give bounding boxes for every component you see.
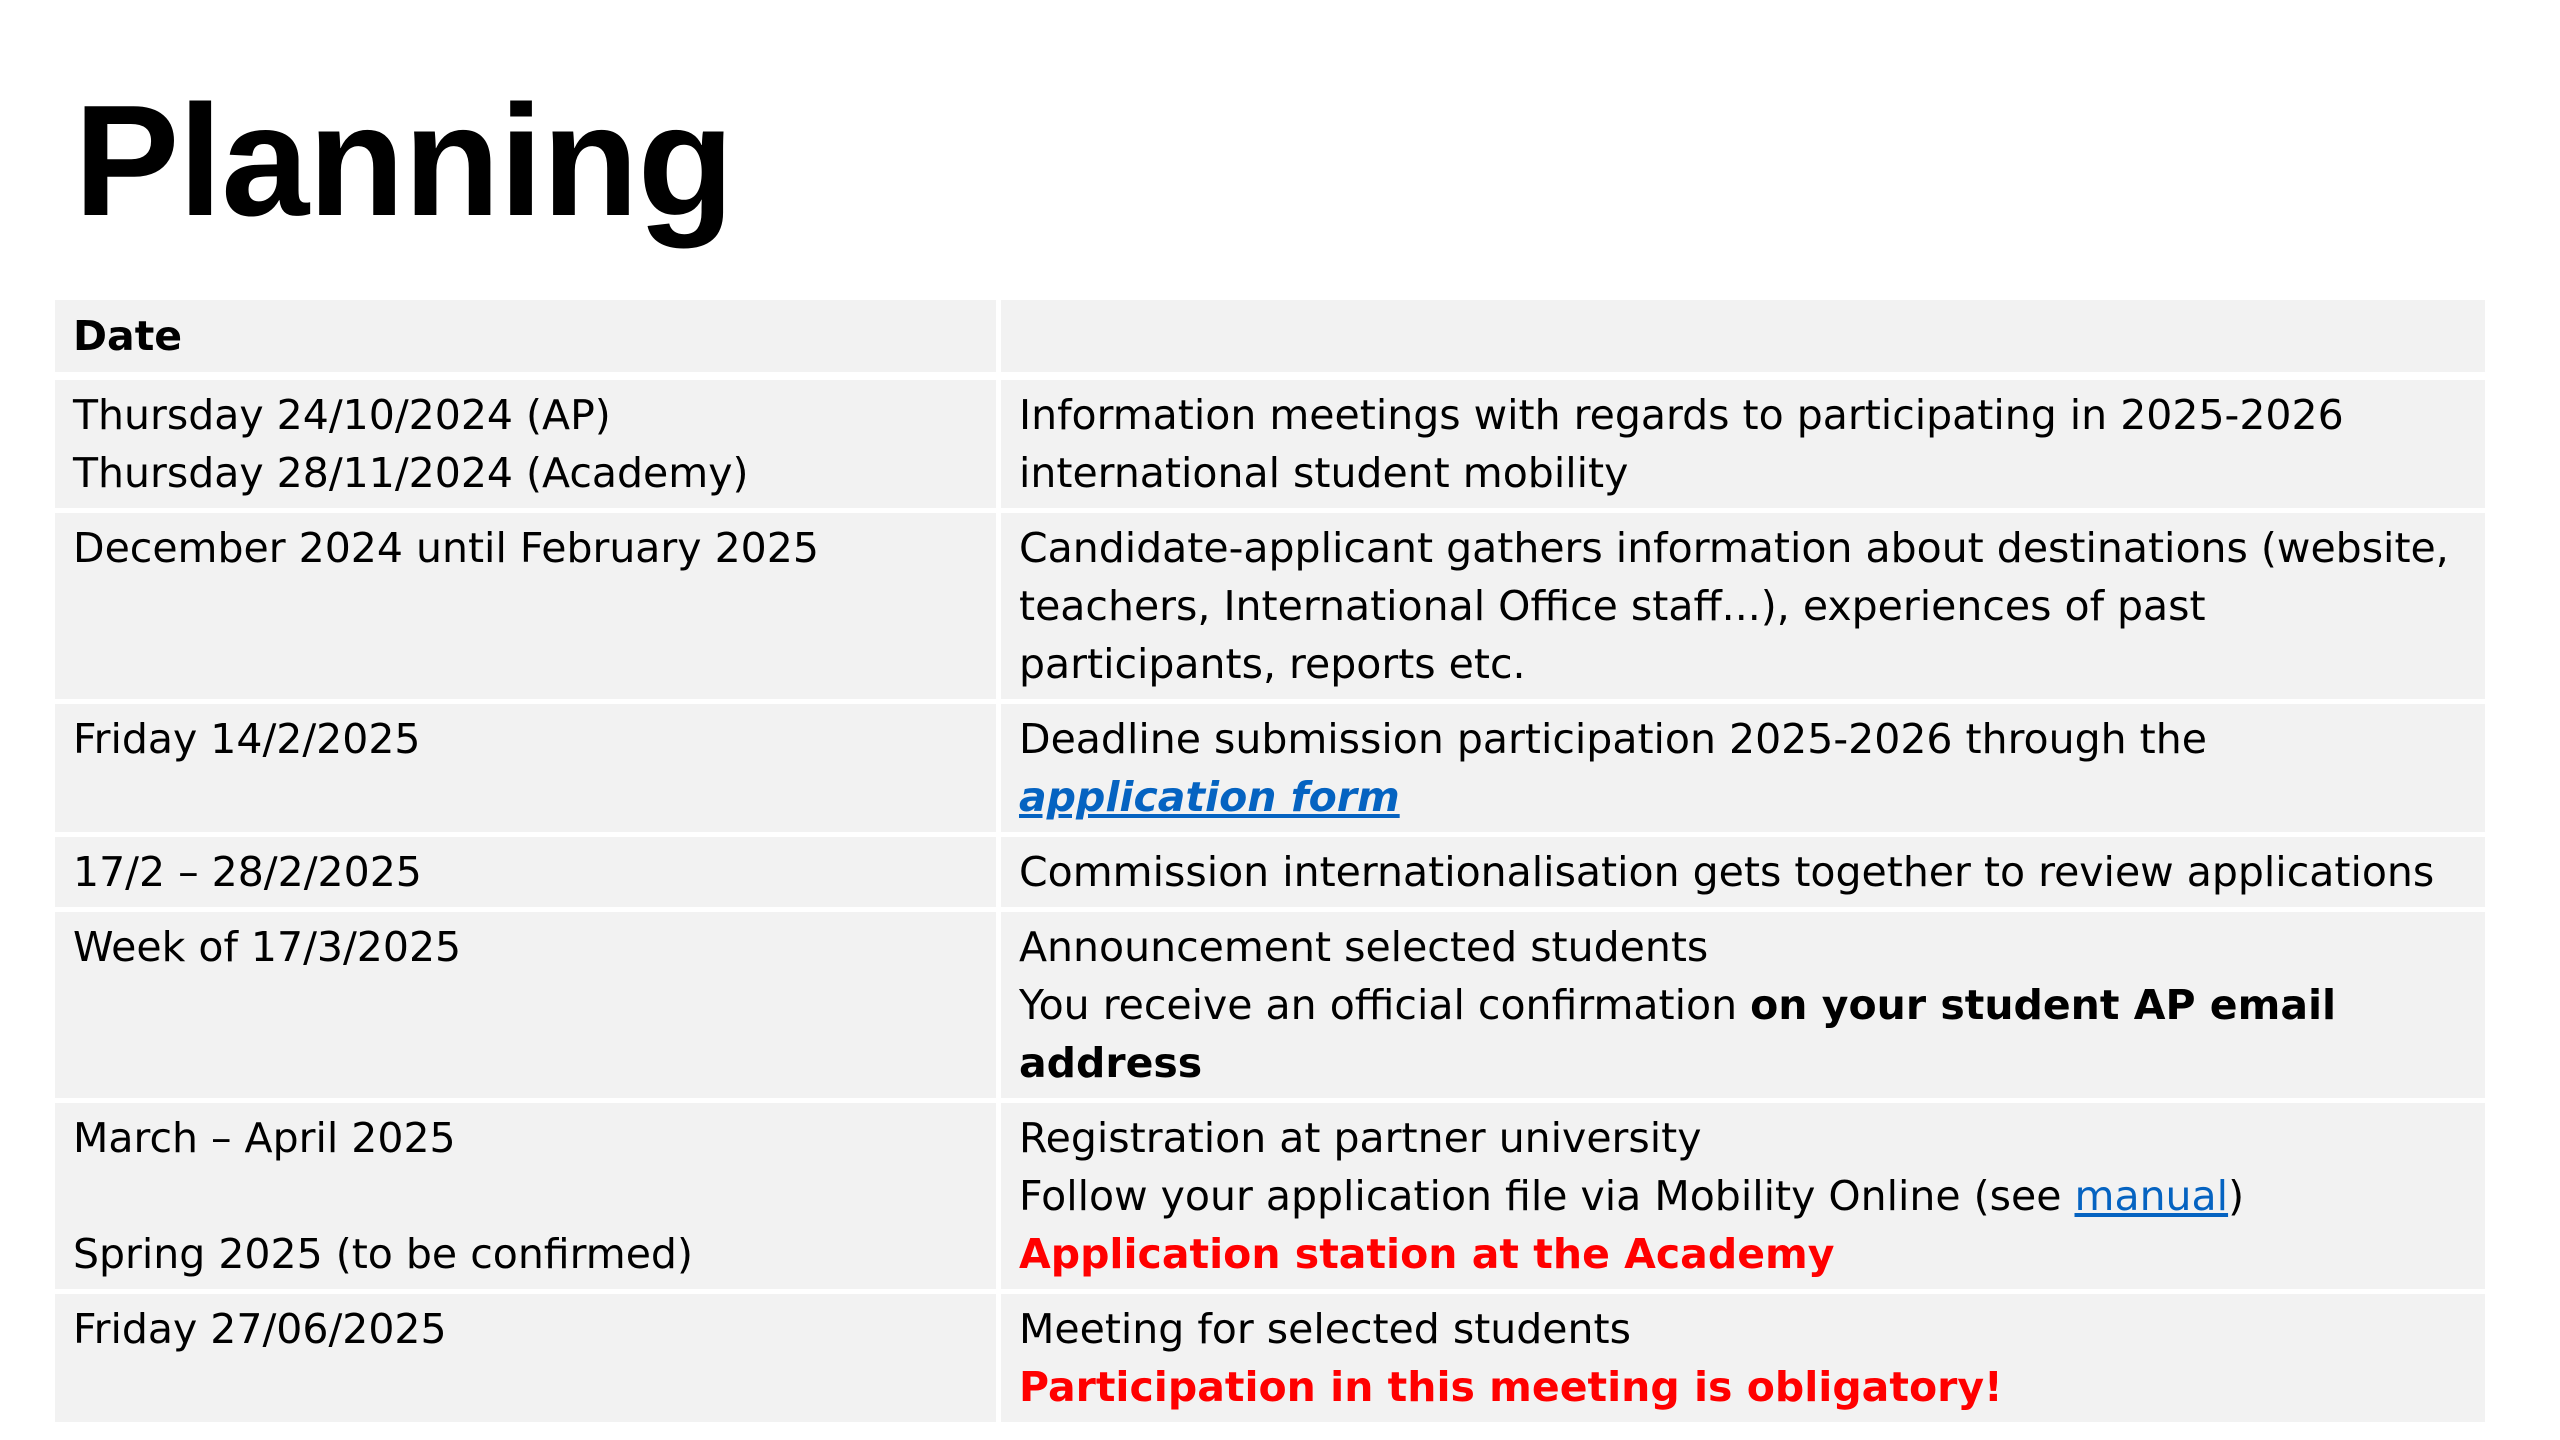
description-text: ) [2228,1172,2245,1220]
description-text: Meeting for selected students [1019,1305,1631,1353]
description-text: Deadline submission participation 2025-2026 through the [1019,715,2207,763]
table-row [55,513,2485,704]
date-cell [55,1103,1001,1294]
description-line [1019,1167,2467,1225]
date-text: Spring 2025 (to be confirmed) [73,1230,693,1278]
date-cell [55,380,1001,513]
date-text: Friday 27/06/2025 [73,1305,447,1353]
manual-link[interactable]: manual [2074,1172,2229,1220]
description-text: Announcement selected students [1019,923,1709,971]
email-emphasis: on your student AP email address [1019,981,2337,1087]
application-form-link[interactable]: application form [1019,773,1400,821]
description-text: Candidate-applicant gathers information about destinations (website, teachers, International Office staff...), experiences of past participants, reports etc. [1019,524,2449,688]
description-text: Registration at partner university [1019,1114,1702,1162]
date-cell [55,704,1001,837]
description-text: Commission internationalisation gets together to review applications [1019,848,2435,896]
description-text: Information meetings with regards to participating in 2025-2026 international student mobility [1019,391,2344,497]
date-text: 17/2 – 28/2/2025 [73,848,422,896]
header-date: Date [55,300,1001,380]
page-title: Planning [74,73,734,249]
description-cell [1001,1294,2485,1427]
description-cell [1001,513,2485,704]
description-cell [1001,704,2485,837]
date-cell [55,513,1001,704]
spacer [73,1167,978,1225]
date-cell [55,1294,1001,1427]
alert-text: Application station at the Academy [1019,1230,1835,1278]
planning-table [55,300,2485,1427]
table-row [55,1103,2485,1294]
description-cell [1001,1103,2485,1294]
table-header-row [55,300,2485,380]
description-cell [1001,380,2485,513]
header-description [1001,300,2485,380]
alert-text: Participation in this meeting is obligatory! [1019,1363,2003,1411]
date-text: March – April 2025 [73,1114,456,1162]
date-text: Week of 17/3/2025 [73,923,462,971]
date-text: December 2024 until February 2025 [73,524,819,572]
date-text: Thursday 28/11/2024 (Academy) [73,449,749,497]
description-cell [1001,912,2485,1103]
date-text: Friday 14/2/2025 [73,715,421,763]
table-row [55,837,2485,912]
description-cell [1001,837,2485,912]
description-line [1019,976,2467,1092]
description-text: You receive an official confirmation [1019,981,1751,1029]
table-row [55,912,2485,1103]
table-row [55,1294,2485,1427]
description-text: Follow your application file via Mobility Online (see [1019,1172,2075,1220]
date-cell [55,837,1001,912]
date-text: Thursday 24/10/2024 (AP) [73,391,611,439]
table-row [55,704,2485,837]
table-row [55,380,2485,513]
date-cell [55,912,1001,1103]
